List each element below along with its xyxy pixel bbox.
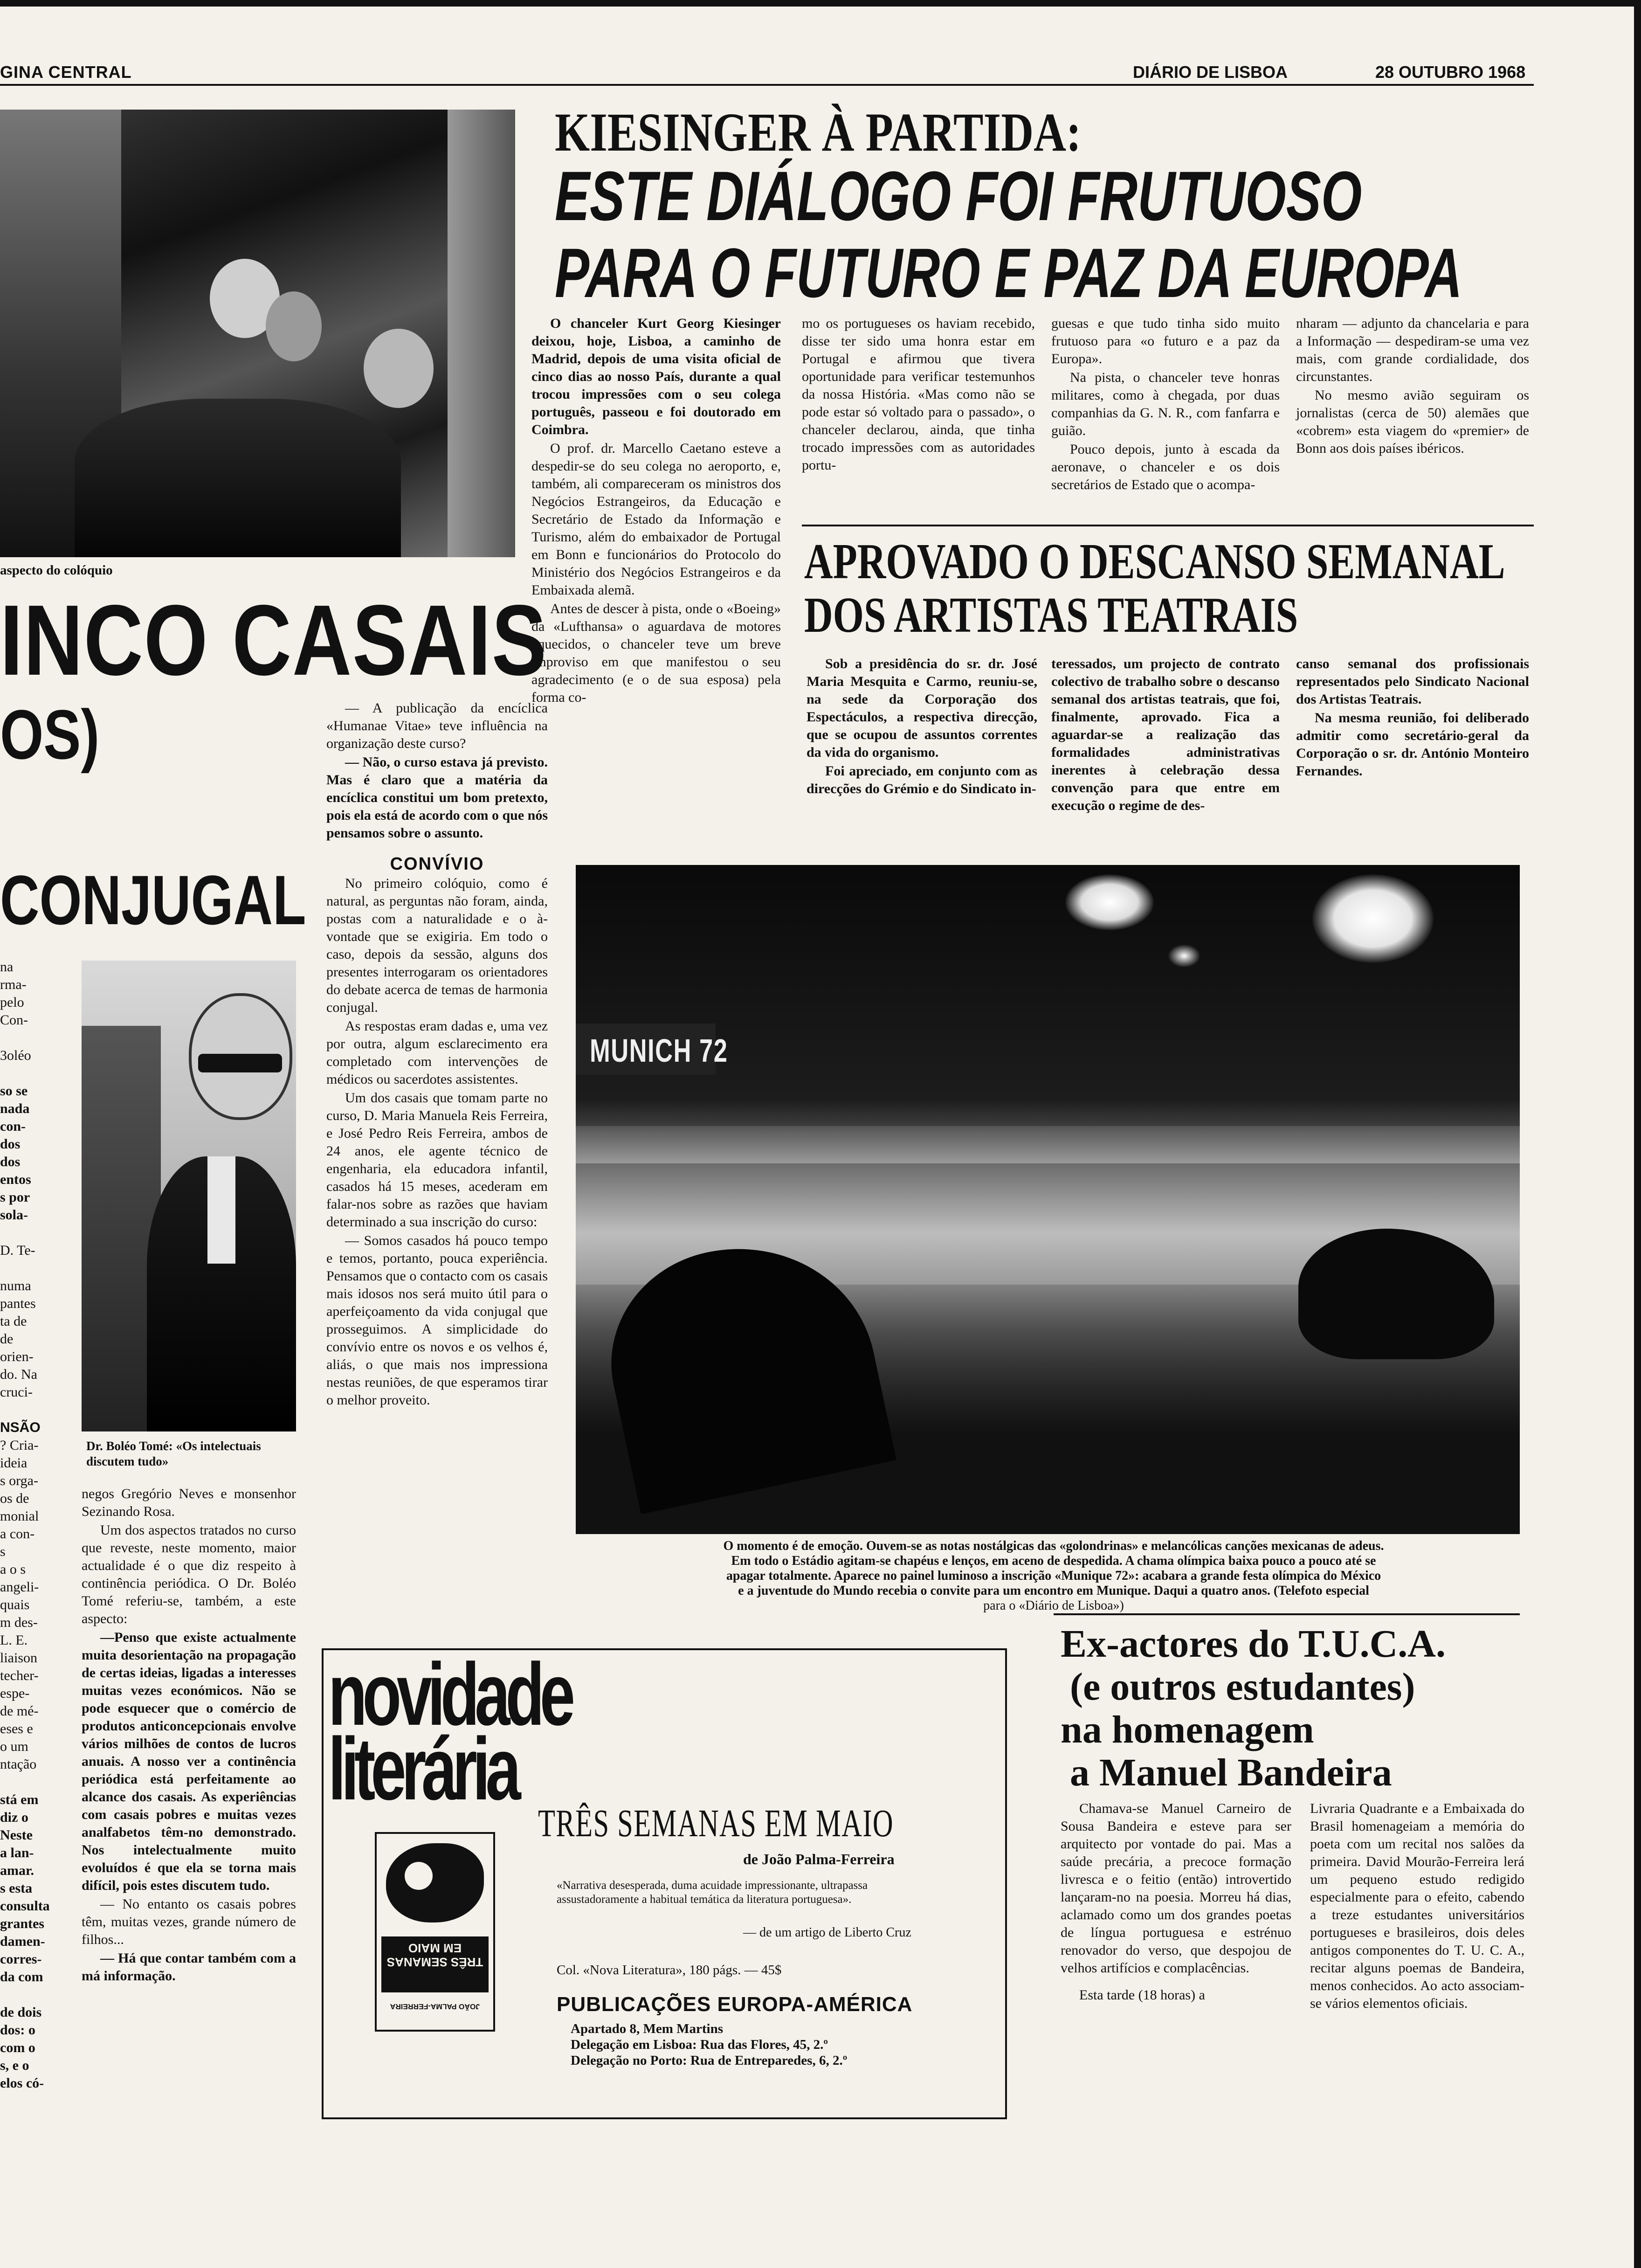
fragment-line: da com [0, 1969, 43, 1984]
fragment-line: o um [0, 1739, 28, 1754]
fragment-line: de mé- [0, 1703, 39, 1719]
kiesinger-col-1 [531, 315, 781, 707]
descanso-col-3 [1296, 655, 1529, 781]
intro-answer: — Não, o curso estava já previsto. Mas é claro que a matéria da encíclica constitui um bom pretexto, pois ela está de acordo com o que nós pensamos sobre o assunto. [326, 754, 548, 841]
fragment-line: pelo [0, 995, 24, 1010]
fragment-line: de dois [0, 2005, 42, 2020]
fragment-line [0, 1029, 70, 1047]
tuca-headline-line: (e outros estudantes) [1070, 1665, 1415, 1708]
fragment-line: numa [0, 1278, 31, 1293]
section-rule [1054, 1613, 1520, 1615]
body-paragraph: negos Gregório Neves e monsenhor Sezinando Rosa. [82, 1486, 296, 1519]
fragment-line: de [0, 1331, 14, 1347]
fragment-subhead: NSÃO [0, 1420, 41, 1435]
book-cover [375, 1832, 495, 2032]
fragment-line: so se [0, 1083, 28, 1099]
fragment-line: ta de [0, 1314, 27, 1329]
descanso-col-2 [1051, 655, 1280, 816]
fragment-line: os de [0, 1491, 29, 1506]
photo-bookshelf [448, 110, 515, 557]
fragment-line: s, e o [0, 2058, 29, 2073]
fragment-line: a o s [0, 1562, 26, 1577]
kiesinger-lead: O chanceler Kurt Georg Kiesinger deixou, hoje, Lisboa, a caminho de Madrid, depois de uma visita oficial de cinco dias ao nosso País, durante a qual trocou impressões com o seu colega português, passeou e foi doutorado em Coimbra. [531, 316, 781, 437]
descanso-col-1 [807, 655, 1037, 799]
fragment-line: s orga- [0, 1473, 38, 1488]
fragment-line: entos [0, 1172, 31, 1187]
fragment-line: com o [0, 2040, 35, 2055]
fragment-line: rma- [0, 977, 27, 992]
cover-title-band [381, 1936, 489, 1992]
colloquium-photo [0, 110, 515, 557]
fragment-line: nada [0, 1101, 30, 1116]
fragment-line: amar. [0, 1863, 34, 1878]
cover-illustration-detail [405, 1862, 433, 1890]
descanso-paragraph: teressados, um projecto de contrato colectivo de trabalho sobre o descanso semanal dos artistas teatrais, que foi, finalmente, aprovado. Fica a aguardar-se a realização das formalidades administrativas inerentes à celebração dessa convenção para que entre em execução o regime de des- [1051, 656, 1280, 813]
photo-caption: aspecto do colóquio [0, 563, 113, 578]
section-label: GINA CENTRAL [0, 62, 132, 82]
fragment-line: 3oléo [0, 1048, 31, 1063]
floodlight [1312, 874, 1434, 963]
fragment-line: techer- [0, 1668, 39, 1683]
boleo-tome-photo [82, 961, 296, 1431]
eyeglasses [198, 1054, 282, 1072]
caption-line: apagar totalmente. Aparece no painel luminoso a inscrição «Munique 72»: acabara a grande festa olímpica do México [726, 1569, 1381, 1583]
kiesinger-paragraph: nharam — adjunto da chancelaria e para a Informação — despediram-se uma vez mais, com grande cordialidade, dos circunstantes. [1296, 316, 1529, 384]
headline-os: OS) [0, 695, 100, 774]
floodlight [1168, 944, 1200, 968]
fragment-line: D. Te- [0, 1243, 35, 1258]
caption-line: e a juventude do Mundo recebia o convite para um encontro em Munique. Daqui a quatro anos. (Telefoto especial [738, 1583, 1369, 1598]
fragment-line: s esta [0, 1881, 33, 1896]
kiesinger-paragraph: guesas e que tudo tinha sido muito frutuoso para «o futuro e a paz da Europa». [1051, 316, 1280, 366]
person-head [364, 329, 434, 408]
body-paragraph: — No entanto os casais pobres têm, muitas vezes, grande número de filhos... [82, 1896, 296, 1947]
fragment-line: sola- [0, 1207, 28, 1223]
fragment-line: stá em [0, 1792, 39, 1807]
shirt-front [207, 1156, 235, 1264]
fragment-line [0, 1773, 70, 1791]
fragment-line: ideia [0, 1455, 28, 1471]
convivio-paragraph: As respostas eram dadas e, uma vez por outra, algum esclarecimento era completado com intervenções de médicos ou sacerdotes assistentes. [326, 1018, 548, 1087]
tuca-headline-line: Ex-actores do T.U.C.A. [1061, 1622, 1446, 1666]
olympics-photo [576, 865, 1520, 1534]
seated-crowd [75, 399, 401, 557]
kiesinger-paragraph: Na pista, o chanceler teve honras militares, como à chegada, por duas companhias da G. N. R., com fanfarra e guião. [1051, 370, 1280, 438]
fragment-line: consulta [0, 1898, 50, 1914]
headline-conjugal: CONJUGAL [0, 861, 306, 939]
section-rule [802, 525, 1534, 526]
page-edge [1634, 0, 1641, 2268]
ad-logo-line-1: novidade [328, 1645, 571, 1744]
caption-line: Em todo o Estádio agitam-se chapéus e lenços, em aceno de despedida. A chama olímpica baixa pouco a pouco até se [731, 1554, 1376, 1568]
descanso-paragraph: Na mesma reunião, foi deliberado admitir como secretário-geral da Corporação o sr. dr. António Monteiro Fernandes. [1296, 710, 1529, 779]
headline-casais: INCO CASAIS [0, 584, 547, 696]
fragment-line: angeli- [0, 1579, 39, 1595]
ad-address-line: Delegação no Porto: Rua de Entreparedes, 6, 2.º [571, 2053, 848, 2068]
descanso-paragraph: Foi apreciado, em conjunto com as direcções do Grémio e do Sindicato in- [807, 763, 1037, 796]
tuca-col-1 [1061, 1800, 1291, 2005]
kiesinger-headline-1: ESTE DIÁLOGO FOI FRUTUOSO [555, 157, 1362, 235]
body-paragraph: — Há que contar também com a má informação. [82, 1950, 296, 1984]
fragment-line: m des- [0, 1615, 38, 1630]
top-border [0, 0, 1641, 7]
tuca-paragraph: Esta tarde (18 horas) a [1079, 1987, 1205, 2003]
caption-line: para o «Diário de Lisboa») [983, 1598, 1124, 1613]
stadium-stands [576, 1126, 1520, 1163]
fragment-line [0, 1065, 70, 1082]
ad-address-line: Delegação em Lisboa: Rua das Flores, 45, 2.º [571, 2037, 828, 2052]
cover-illustration [386, 1843, 484, 1922]
olympics-caption [590, 1539, 1517, 1613]
intro-question: — A publicação da encíclica «Humanae Vitae» teve influência na organização deste curso? [326, 700, 548, 751]
scoreboard-text: MUNICH 72 [590, 1032, 728, 1069]
page-date: 28 OUTUBRO 1968 [1375, 62, 1526, 82]
interview-column [326, 699, 548, 1410]
fragment-line: monial [0, 1508, 39, 1524]
convivio-paragraph: No primeiro colóquio, como é natural, as perguntas não foram, ainda, postas com a naturalidade e o à-vontade que se exigiria. Em todo o caso, depois da sessão, alguns dos presentes interrogaram os orientadores do debate acerca de temas de harmonia conjugal. [326, 876, 548, 1015]
fragment-line: cruci- [0, 1384, 33, 1400]
fragment-line: L. E. [0, 1632, 28, 1648]
fragment-line: damen- [0, 1934, 45, 1949]
fragment-line: s por [0, 1189, 30, 1205]
body-paragraph: —Penso que existe actualmente muita desorientação na propagação de certas ideias, ligadas a interesses muitas vezes económicos. Não se pode esquecer que o comércio de produtos anticoncepcionais envolve vários milhões de contos de lucros anuais. A nosso ver a continência periódica está perfeitamente ao alcance dos casais. As experiências com casais pobres e muitas vezes analfabetos têm-no demonstrado. Nos intelectualmente muito evoluídos é que ela se torna mais difícil, pois estes discutem tudo. [82, 1630, 296, 1893]
fragment-line: a con- [0, 1526, 35, 1542]
fragment-line: dos: o [0, 2022, 35, 2038]
fragment-line: liaison [0, 1650, 37, 1666]
fragment-line [0, 1986, 70, 2004]
ad-book-title: TRÊS SEMANAS EM MAIO [538, 1802, 894, 1845]
kiesinger-col-4 [1296, 315, 1529, 458]
kiesinger-paragraph: mo os portugueses os haviam recebido, disse ter sido uma honra estar em Portugal e afirmou que tivera oportunidade para verificar testemunhos da nossa História. «Mas como não se pode estar só voltado para o passado», o chanceler declarou, ainda, que tinha trocado impressões com as autoridades portu- [802, 316, 1035, 473]
fragment-line: dos [0, 1154, 21, 1169]
convivio-paragraph: Um dos casais que tomam parte no curso, D. Maria Manuela Reis Ferreira, e José Pedro Reis Ferreira, ambos de 24 anos, ele agente técnico de engenharia, ela educadora infantil, casados há 15 meses, acederam em falar-nos sobre as razões que haviam determinado a sua inscrição do curso: [326, 1090, 548, 1230]
ad-addresses [571, 2021, 847, 2068]
fragment-line: pantes [0, 1296, 36, 1311]
fragment-line: eses e [0, 1721, 33, 1736]
tuca-headline [1061, 1623, 1527, 1794]
kiesinger-paragraph: Antes de descer à pista, onde o «Boeing» da «Lufthansa» o aguardava de motores aquecidos, o chanceler teve um breve improviso em que manifestou o seu agradecimento (e o de sua esposa) pela forma co- [531, 601, 781, 705]
header-rule [0, 84, 1534, 86]
ad-address-line: Apartado 8, Mem Martins [571, 2021, 724, 2036]
fragment-line: orien- [0, 1349, 34, 1364]
ad-author: de João Palma-Ferreira [743, 1851, 895, 1867]
spectator-silhouette [1298, 1229, 1494, 1359]
kiesinger-paragraph: No mesmo avião seguiram os jornalistas (cerca de 50) alemães que «cobrem» esta viagem do «premier» de Bonn aos dois países ibéricos. [1296, 387, 1529, 456]
fragment-line: grantes [0, 1916, 44, 1931]
kiesinger-paragraph: O prof. dr. Marcello Caetano esteve a despedir-se do seu colega no aeroporto, e, também, ali compareceram os ministros dos Negócios Estrangeiros, da Educação e Secretário de Estado da Informação e Turismo, além do embaixador de Portugal em Bonn e funcionários do Protocolo do Ministério dos Negócios Estrangeiros e da Embaixada alemã. [531, 441, 781, 598]
kiesinger-col-2 [802, 315, 1035, 475]
ad-quote: «Narrativa desesperada, duma acuidade impressionante, ultrapassa assustadoramente a habitual temática da literatura portuguesa». [557, 1879, 868, 1906]
photo2-caption: Dr. Boléo Tomé: «Os intelectuais discutem tudo» [86, 1439, 261, 1468]
tuca-paragraph: Chamava-se Manuel Carneiro de Sousa Bandeira e esteve para ser arquitecto por vontade do pai. Mas a saúde precária, a precoce formação livresca e o feitio (então) introvertido lançaram-no na poesia. Morreu há dias, aclamado como um dos grandes poetas de língua portuguesa e estrénuo renovador do verso, que despojou de velhos artifícios e complacências. [1061, 1801, 1291, 1976]
ad-quote-source: — de um artigo de Liberto Cruz [743, 1925, 911, 1940]
fragment-line: corres- [0, 1951, 42, 1967]
fragment-line: diz o [0, 1810, 28, 1825]
fragment-column [0, 958, 70, 2092]
fragment-line: a lan- [0, 1845, 34, 1860]
floodlight [1065, 874, 1154, 930]
tuca-col-2 [1310, 1800, 1524, 2013]
fragment-line: elos có- [0, 2075, 44, 2091]
fragment-line: na [0, 959, 14, 975]
fragment-line: con- [0, 1119, 26, 1134]
ad-collection: Col. «Nova Literatura», 180 págs. — 45$ [557, 1963, 782, 1978]
kiesinger-col-3 [1051, 315, 1280, 495]
descanso-paragraph: canso semanal dos profissionais representados pelo Sindicato Nacional dos Artistas Teatrais. [1296, 656, 1529, 707]
fragment-line: dos [0, 1136, 21, 1152]
cover-title: TRÊS SEMANAS EM MAIO [386, 1941, 483, 1969]
fragment-line: ? Cria- [0, 1438, 39, 1453]
caption-line: O momento é de emoção. Ouvem-se as notas nostálgicas das «golondrinas» e melancólicas canções mexicanas de adeus. [723, 1539, 1384, 1553]
kiesinger-kicker: KIESINGER À PARTIDA: [555, 102, 1082, 163]
descanso-headline-2: DOS ARTISTAS TEATRAIS [804, 588, 1298, 643]
scoreboard-panel [576, 1023, 728, 1075]
fragment-line [0, 1401, 70, 1419]
fragment-line: ntação [0, 1756, 37, 1772]
tuca-headline-line: na homenagem [1061, 1708, 1314, 1751]
fragment-line: quais [0, 1597, 30, 1612]
fragment-line: do. Na [0, 1367, 37, 1382]
cover-author: JOÃO PALMA-FERREIRA [390, 2002, 480, 2010]
person-head [266, 291, 322, 361]
tuca-paragraph: Livraria Quadrante e a Embaixada do Brasil homenageiam a memória do poeta com um recital nos salões da primeira. David Mourão-Ferreira lerá um pequeno estudo redigido especialmente para o efeito, cabendo a treze estudantes universitários portugueses e brasileiros, dois deles antigos componentes do T. U. C. A., recitar alguns poemas de Bandeira, menos conhecidos. Ao acto associam-se vários elementos oficiais. [1310, 1801, 1524, 2011]
fragment-line: espe- [0, 1686, 30, 1701]
body-paragraph: Um dos aspectos tratados no curso que reveste, neste momento, maior actualidade é o que diz respeito à continência periódica. O Dr. Boléo Tomé referiu-se, também, a este aspecto: [82, 1522, 296, 1626]
convivio-subhead: CONVÍVIO [390, 854, 484, 874]
fragment-line: s [0, 1544, 6, 1559]
fragment-line: Con- [0, 1012, 28, 1028]
descanso-headline-1: APROVADO O DESCANSO SEMANAL [804, 534, 1505, 589]
paper-name: DIÁRIO DE LISBOA [1133, 62, 1288, 82]
descanso-paragraph: Sob a presidência do sr. dr. José Maria Mesquita e Carmo, reuniu-se, na sede da Corporação dos Espectáculos, a respectiva direcção, que se ocupou de assuntos correntes da vida do organismo. [807, 656, 1037, 760]
fragment-line [0, 1224, 70, 1242]
ad-logo-line-2: literária [328, 1720, 517, 1819]
tuca-headline-line: a Manuel Bandeira [1070, 1751, 1392, 1794]
continence-column [82, 1485, 296, 1986]
kiesinger-headline-2: PARA O FUTURO E PAZ DA EUROPA [555, 234, 1462, 312]
book-advertisement [322, 1645, 1007, 2119]
convivio-paragraph: — Somos casados há pouco tempo e temos, portanto, pouca experiência. Pensamos que o contacto com os casais mais idosos nos será muito útil para o aperfeiçoamento da vida conjugal que prosseguimos. A simplicidade do convívio entre os novos e os velhos é, aliás, o que mais nos impressiona nestas reuniões, de que esperamos tirar o melhor proveito. [326, 1233, 548, 1408]
ad-publisher: PUBLICAÇÕES EUROPA-AMÉRICA [557, 1993, 913, 2016]
fragment-line: Neste [0, 1827, 33, 1843]
fragment-line [0, 1259, 70, 1277]
kiesinger-paragraph: Pouco depois, junto à escada da aeronave, o chanceler e os dois secretários de Estado que o acompa- [1051, 442, 1280, 492]
